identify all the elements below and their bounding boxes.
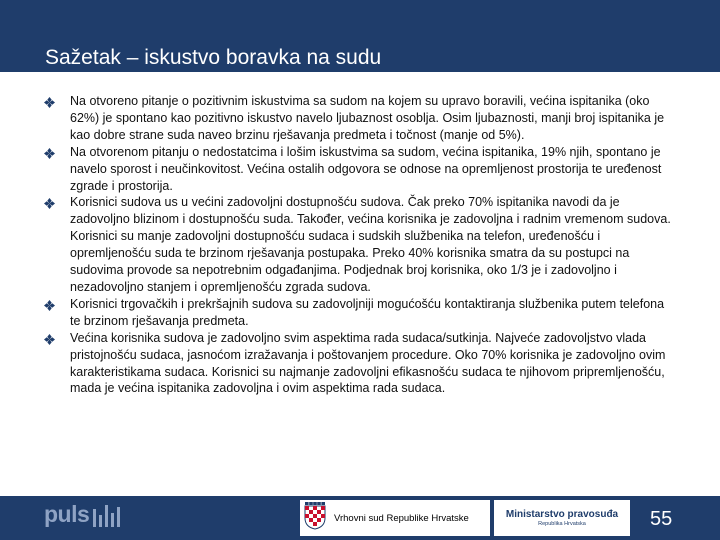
title-bar (0, 0, 720, 72)
slide-title: Sažetak – iskustvo boravka na sudu (45, 46, 382, 69)
puls-logo (44, 501, 123, 528)
bullet-text: Na otvoreno pitanje o pozitivnim iskustvima sa sudom na kojem su upravo boravili, većina ispitanika (oko 62%) je spontano kao pozitivno iskustvo navelo ljubaznost osoblja. Osim ljubaznosti, manji broj ispitanika je kao dobre strane suda naveo brzinu rješavanja predmeta i točnost (manje od 5%). (70, 94, 665, 142)
bullet-text: Korisnici trgovačkih i prekršajnih sudova su zadovoljniji mogućošću kontaktiranja službenika putem telefona te brzinom rješavanja predmeta. (70, 296, 665, 328)
puls-logo-text: puls (44, 501, 90, 527)
bullet-item (44, 93, 684, 144)
ministry-logo (494, 500, 630, 536)
bullet-item (44, 330, 684, 398)
ministry-label: Ministarstvo pravosuđa (505, 509, 619, 520)
slide-number: 55 (650, 508, 673, 530)
bullet-text: Većina korisnika sudova je zadovoljno svim aspektima rada sudaca/sutkinja. Najveće zadovoljstvo vlada pristojnošću sudaca, jasnoćom izražavanja i poštovanjem procedure. Oko 70% korisnika je zadovoljno ovim karakteristikama sudaca. Korisnici su najmanje zadovoljni efikasnošću sudaca te njihovom pripremljenošću, mada je većina ispitanika zadovoljna i ovim aspektima rada sudaca. (70, 330, 666, 396)
diamond-bullet-icon (44, 144, 70, 164)
diamond-bullet-icon (44, 296, 70, 316)
bullet-item (44, 296, 684, 330)
coat-of-arms-icon (304, 502, 326, 535)
ministry-sub-label: Republika Hrvatska (538, 521, 586, 527)
bullet-text: Korisnici sudova us u većini zadovoljni dostupnošću sudova. Čak preko 70% ispitanika navodi da je zadovoljno blizinom i dostupnošću suda. Također, većina korisnika je zadovoljna i radnim vremenom sudova. Korisnici su manje zadovoljni dostupnošću sudaca i sudskih službenika na telefon, uređenošću i opremljenošću suda te brzinom rješavanja postupaka. Preko 40% korisnika smatra da su postupci na sudovima provode sa nepotrebnim odgađanjima. Podjednak broj korisnika, oko 1/3 je i zadovoljno i nezadovoljno stanjem i opremljenošću zgrada sudova. (70, 195, 671, 294)
bullet-item (44, 194, 684, 295)
diamond-bullet-icon (44, 330, 70, 350)
diamond-bullet-icon (44, 93, 70, 113)
bullet-item (44, 144, 684, 195)
diamond-bullet-icon (44, 194, 70, 214)
puls-bars-icon (93, 503, 123, 527)
bullet-list (44, 93, 684, 397)
supreme-court-logo (300, 500, 490, 536)
footer-bar (0, 496, 720, 540)
bullet-text: Na otvorenom pitanju o nedostatcima i lošim iskustvima sa sudom, većina ispitanika, 19% njih, spontano je navelo sporost i neučinkovitost. Većina ostalih odgovora se odnose na opremljenost prostorija te uređenost zgrade i prostorija. (70, 144, 662, 193)
court-label: Vrhovni sud Republike Hrvatske (334, 512, 469, 524)
